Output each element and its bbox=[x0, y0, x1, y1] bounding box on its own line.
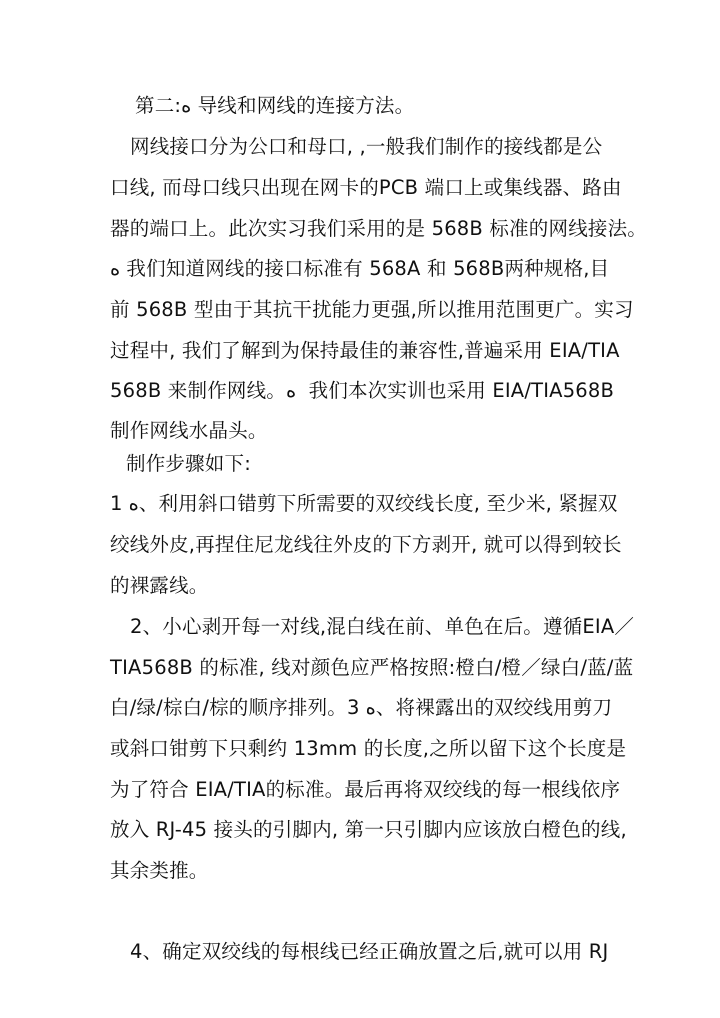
text-line: 2、小心剥开每一对线,混白线在前、单色在后。遵循EIA／ bbox=[130, 615, 635, 638]
text-line: 器的端口上。此次实习我们采用的是 568B 标准的网线接法。 bbox=[110, 217, 647, 240]
text-line: 前 568B 型由于其抗干扰能力更强,所以推用范围更广。实习 bbox=[110, 298, 634, 321]
text-line: ﻩ 我们知道网线的接口标准有 568A 和 568B两种规格,目 bbox=[110, 257, 610, 280]
text-line: 口线, 而母口线只出现在网卡的PCB 端口上或集线器、路由 bbox=[110, 176, 622, 199]
text-line: 或斜口钳剪下只剩约 13mm 的长度,之所以留下这个长度是 bbox=[110, 737, 627, 760]
text-line: 过程中, 我们了解到为保持最佳的兼容性,普遍采用 EIA/TIA bbox=[110, 339, 620, 362]
text-line: 制作步骤如下: bbox=[126, 452, 251, 475]
text-line: 4、确定双绞线的每根线已经正确放置之后,就可以用 RJ bbox=[130, 940, 609, 963]
text-line: 第二:ﻩ 导线和网线的连接方法。 bbox=[135, 94, 415, 117]
text-line: 放入 RJ-45 接头的引脚内, 第一只引脚内应该放白橙色的线, bbox=[110, 818, 627, 841]
text-line: ﻩ 1、利用斜口错剪下所需要的双绞线长度, 至少米, 紧握双 bbox=[110, 492, 618, 515]
text-line: 网线接口分为公口和母口, ,一般我们制作的接线都是公 bbox=[130, 135, 603, 158]
text-line: 其余类推。 bbox=[110, 859, 209, 882]
text-line: 的裸露线。 bbox=[110, 574, 209, 597]
text-line: TIA568B 的标准, 线对颜色应严格按照:橙白/橙／绿白/蓝/蓝 bbox=[110, 656, 634, 679]
text-line: 制作网线水晶头。 bbox=[110, 419, 268, 442]
text-line: 568B 来制作网线。ﻩ 我们本次实训也采用 EIA/TIA568B bbox=[110, 379, 615, 402]
text-line: 绞线外皮,再捏住尼龙线往外皮的下方剥开, 就可以得到较长 bbox=[110, 533, 622, 556]
text-line: 白/绿/棕白/棕的顺序排列。ﻩ 3、将裸露出的双绞线用剪刀 bbox=[110, 696, 613, 719]
text-line: 为了符合 EIA/TIA的标准。最后再将双绞线的每一根线依序 bbox=[110, 778, 621, 801]
